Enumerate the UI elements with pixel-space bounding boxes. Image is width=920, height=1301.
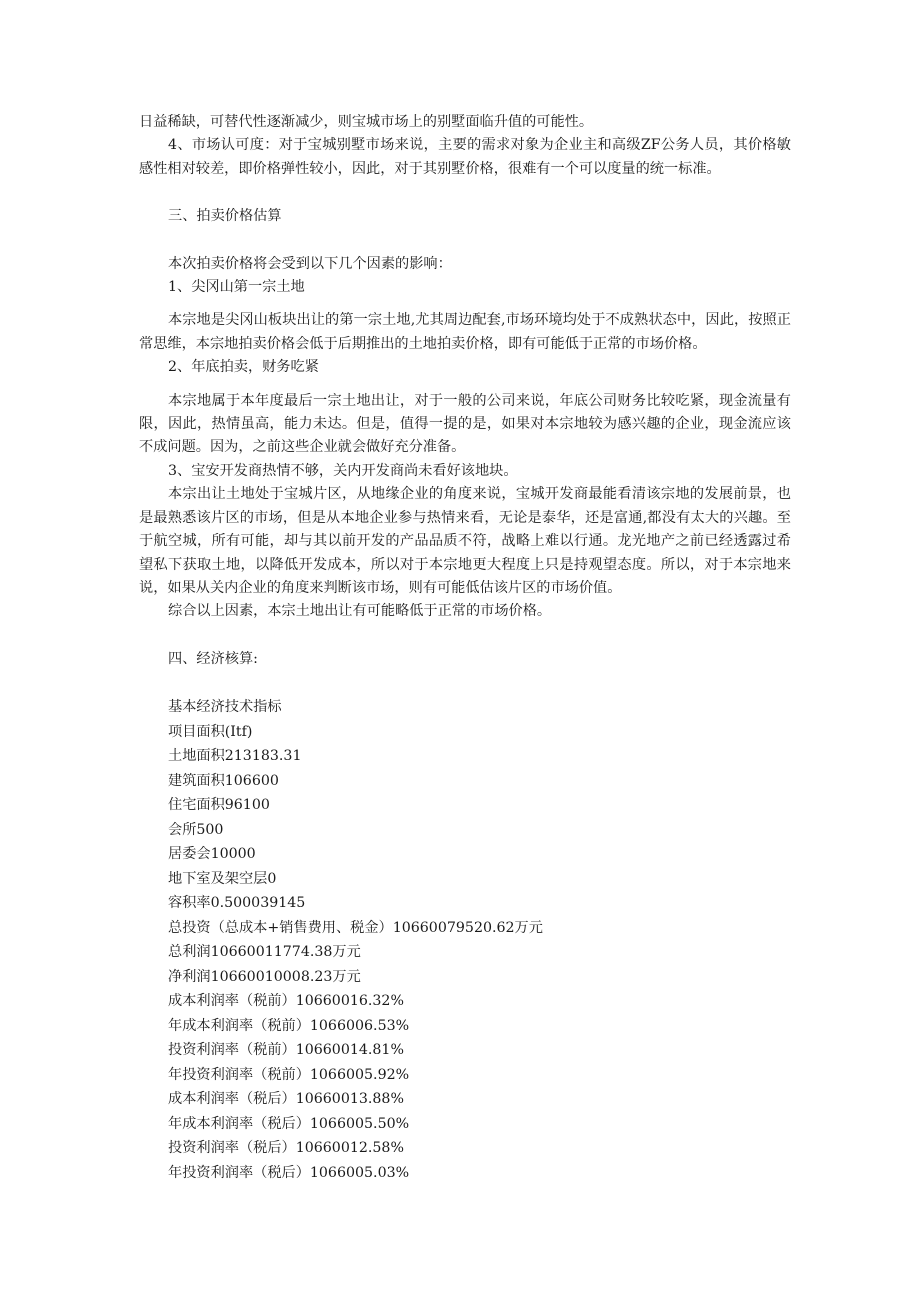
metrics-list [139,720,791,1186]
metric-item: 建筑面积106600 [168,772,279,789]
metric-item: 住宅面积96100 [168,797,270,814]
conclusion: 综合以上因素，本宗土地出让有可能略低于正常的市场价格。 [168,603,552,620]
metric-item: 土地面积213183.31 [168,748,302,765]
spacer [139,299,791,309]
spacer [139,624,791,648]
metric-item: 总投资（总成本+销售费用、税金）10660079520.62万元 [168,919,543,936]
metric-item: 净利润10660010008.23万元 [168,968,361,985]
factor-3-body: 本宗出让土地处于宝城片区，从地缘企业的角度来说，宝城开发商最能看清该宗地的发展前景，也是最熟悉该片区的市场，但是从本地企业参与热情来看，无论是泰华，还是富通,都没有太大的兴趣。至于航空城，所有可能，却与其以前开发的产品品质不符，战略上难以行通。龙光地产之前已经透露过希望私下获取土地，以降低开发成本，所以对于本宗地更大程度上只是持观望态度。所以，对于本宗地来说，如果从关内企业的角度来判断该市场，则有可能低估该片区的市场价值。 [139,486,791,596]
spacer [139,671,791,695]
metric-item: 居委会10000 [168,846,256,863]
metrics-title: 基本经济技术指标 [168,699,282,716]
factor-1-title: 1、尖冈山第一宗土地 [168,279,305,296]
metric-item: 成本利润率（税后）10660013.88% [168,1091,404,1108]
paragraph-top: 日益稀缺，可替代性逐渐减少，则宝城市场上的别墅面临升值的可能性。 [139,114,594,130]
spacer [139,229,791,253]
factor-2-title: 2、年底拍卖，财务吃紧 [168,359,319,376]
section-heading-3: 三、拍卖价格估算 [168,208,282,225]
metric-item: 年成本利润率（税前）1066006.53% [168,1017,410,1034]
factor-2-body: 本宗地属于本年度最后一宗土地出让，对于一般的公司来说，年底公司财务比较吃紧，现金流量有限，因此，热情虽高，能力未达。但是，值得一提的是，如果对本宗地较为感兴趣的企业，现金流应该不成问题。因为，之前这些企业就会做好充分准备。 [139,392,791,456]
metric-item: 投资利润率（税后）10660012.58% [168,1140,404,1157]
metric-item: 项目面积(Itf) [168,723,253,740]
metric-item: 会所500 [168,821,224,838]
metric-item: 地下室及架空层0 [168,870,277,887]
spacer [139,380,791,390]
paragraph-intro: 本次拍卖价格将会受到以下几个因素的影响： [168,255,452,272]
metric-item: 年成本利润率（税后）1066005.50% [168,1115,410,1132]
metric-item: 容积率0.500039145 [168,895,306,912]
metric-item: 年投资利润率（税后）1066005.03% [168,1164,410,1181]
section-heading-4: 四、经济核算: [168,650,258,667]
factor-3-title: 3、宝安开发商热情不够，关内开发商尚未看好该地块。 [168,462,518,479]
metric-item: 年投资利润率（税前）1066005.92% [168,1066,410,1083]
metric-item: 投资利润率（税前）10660014.81% [168,1042,404,1059]
document-page [139,111,791,1185]
factor-1-body: 本宗地是尖冈山板块出让的第一宗土地,尤其周边配套,市场环境均处于不成熟状态中，因此，按照正常思维，本宗地拍卖价格会低于后期推出的土地拍卖价格，即有可能低于正常的市场价格。 [139,312,791,352]
metric-item: 成本利润率（税前）10660016.32% [168,993,404,1010]
spacer [139,181,791,205]
metric-item: 总利润10660011774.38万元 [168,944,361,961]
paragraph-item-4: 4、市场认可度：对于宝城别墅市场来说，主要的需求对象为企业主和高级ZF公务人员，其价格敏感性相对较差，即价格弹性较小，因此，对于其别墅价格，很难有一个可以度量的统一标准。 [139,137,791,177]
